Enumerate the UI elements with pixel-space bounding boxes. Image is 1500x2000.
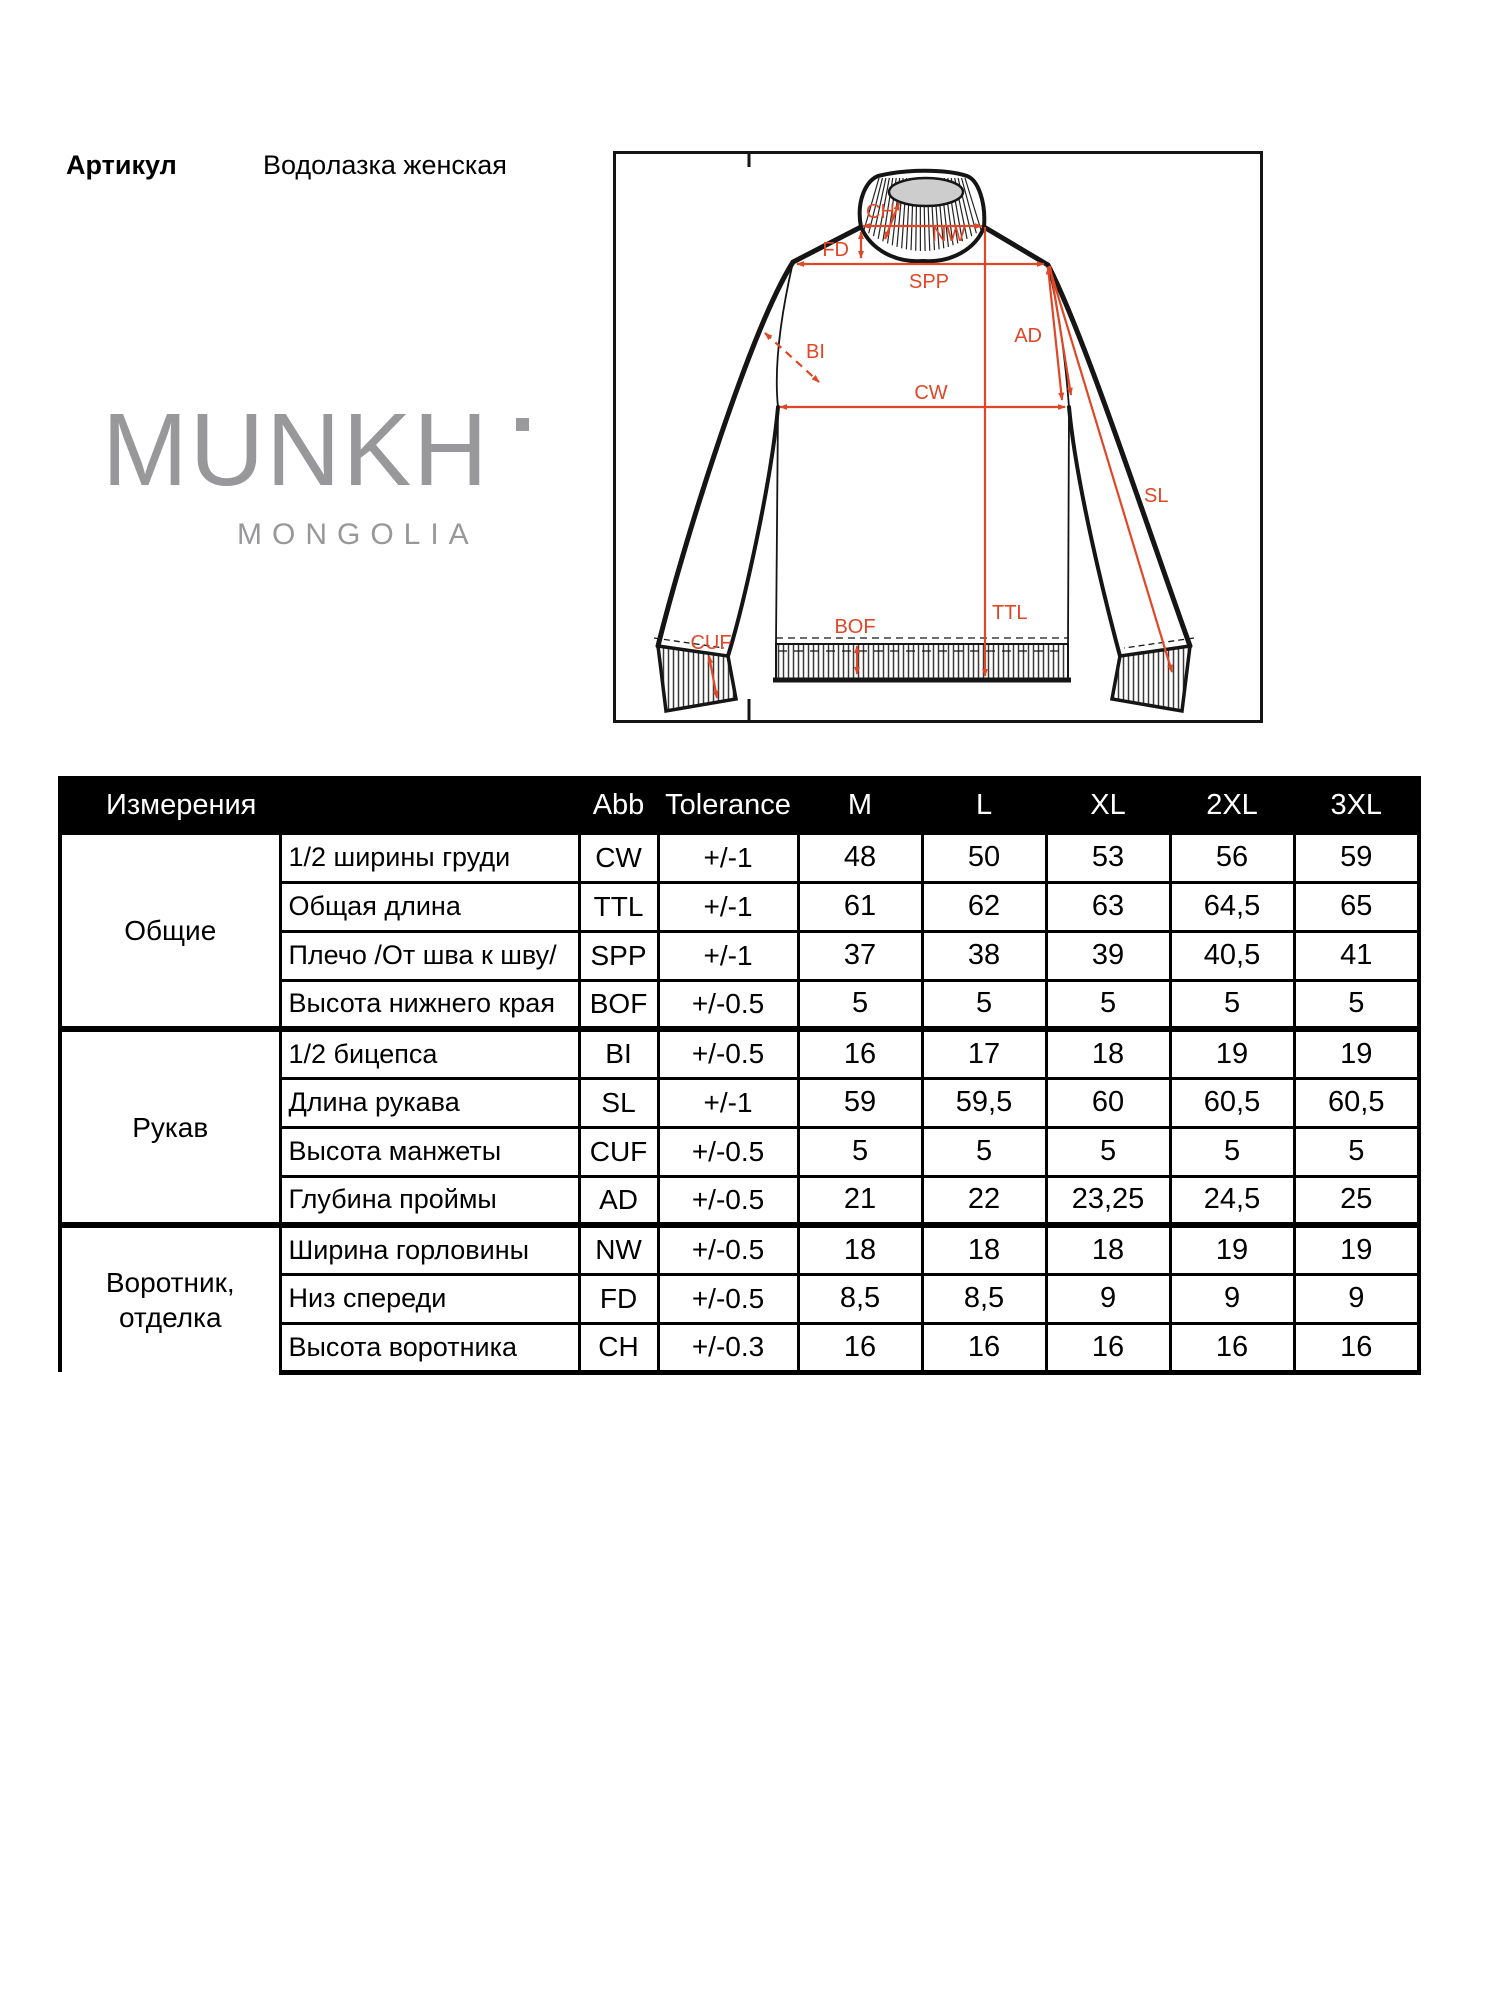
value-cell-3XL: 41 bbox=[1294, 931, 1419, 980]
value-cell-2XL: 24,5 bbox=[1170, 1176, 1294, 1225]
bof-label: BOF bbox=[834, 616, 876, 638]
value-cell-XL: 5 bbox=[1046, 1127, 1170, 1176]
abb-cell: FD bbox=[579, 1274, 658, 1323]
size-table-container bbox=[58, 776, 1421, 1375]
header-measurements: Измерения bbox=[60, 778, 579, 833]
value-cell-XL: 18 bbox=[1046, 1225, 1170, 1274]
group-cell: Рукав bbox=[60, 1029, 280, 1225]
header-size-XL: XL bbox=[1046, 778, 1170, 833]
measurement-label-cell: Высота нижнего края bbox=[280, 980, 579, 1029]
brand-logo-subtitle: MONGOLIA bbox=[237, 518, 479, 551]
value-cell-2XL: 5 bbox=[1170, 1127, 1294, 1176]
value-cell-3XL: 16 bbox=[1294, 1323, 1419, 1372]
abb-cell: BOF bbox=[579, 980, 658, 1029]
value-cell-XL: 18 bbox=[1046, 1029, 1170, 1078]
value-cell-M: 5 bbox=[798, 980, 922, 1029]
value-cell-L: 17 bbox=[922, 1029, 1046, 1078]
header-size-3XL: 3XL bbox=[1294, 778, 1419, 833]
measurement-label-cell: Высота воротника bbox=[280, 1323, 579, 1372]
value-cell-3XL: 59 bbox=[1294, 833, 1419, 882]
value-cell-XL: 39 bbox=[1046, 931, 1170, 980]
value-cell-L: 5 bbox=[922, 980, 1046, 1029]
size-table bbox=[58, 776, 1421, 1375]
left-sleeve-inner bbox=[728, 407, 778, 656]
right-sleeve-outer bbox=[984, 227, 1190, 646]
value-cell-XL: 16 bbox=[1046, 1323, 1170, 1372]
measurement-label-cell: 1/2 ширины груди bbox=[280, 833, 579, 882]
measurement-label-cell: Общая длина bbox=[280, 882, 579, 931]
value-cell-L: 38 bbox=[922, 931, 1046, 980]
abb-cell: SPP bbox=[579, 931, 658, 980]
table-row bbox=[60, 1029, 1419, 1078]
bi-label: BI bbox=[806, 341, 825, 363]
value-cell-2XL: 40,5 bbox=[1170, 931, 1294, 980]
measurement-label-cell: 1/2 бицепса bbox=[280, 1029, 579, 1078]
value-cell-XL: 9 bbox=[1046, 1274, 1170, 1323]
fd-label: FD bbox=[822, 239, 849, 261]
value-cell-XL: 53 bbox=[1046, 833, 1170, 882]
header-tolerance: Tolerance bbox=[658, 778, 798, 833]
left-cuff bbox=[658, 646, 736, 711]
measurement-label-cell: Высота манжеты bbox=[280, 1127, 579, 1176]
value-cell-2XL: 16 bbox=[1170, 1323, 1294, 1372]
value-cell-M: 61 bbox=[798, 882, 922, 931]
tolerance-cell: +/-1 bbox=[658, 931, 798, 980]
value-cell-L: 22 bbox=[922, 1176, 1046, 1225]
value-cell-M: 21 bbox=[798, 1176, 922, 1225]
value-cell-3XL: 5 bbox=[1294, 1127, 1419, 1176]
tolerance-cell: +/-0.5 bbox=[658, 1176, 798, 1225]
value-cell-3XL: 5 bbox=[1294, 980, 1419, 1029]
ch-label: CH bbox=[866, 201, 895, 223]
value-cell-2XL: 56 bbox=[1170, 833, 1294, 882]
value-cell-XL: 23,25 bbox=[1046, 1176, 1170, 1225]
table-row bbox=[60, 833, 1419, 882]
abb-cell: NW bbox=[579, 1225, 658, 1274]
tolerance-cell: +/-0.5 bbox=[658, 1274, 798, 1323]
value-cell-M: 59 bbox=[798, 1078, 922, 1127]
value-cell-XL: 5 bbox=[1046, 980, 1170, 1029]
value-cell-M: 8,5 bbox=[798, 1274, 922, 1323]
abb-cell: CW bbox=[579, 833, 658, 882]
value-cell-3XL: 60,5 bbox=[1294, 1078, 1419, 1127]
value-cell-2XL: 19 bbox=[1170, 1029, 1294, 1078]
abb-cell: BI bbox=[579, 1029, 658, 1078]
article-value: Водолазка женская bbox=[263, 150, 507, 180]
value-cell-3XL: 19 bbox=[1294, 1029, 1419, 1078]
header-size-L: L bbox=[922, 778, 1046, 833]
value-cell-2XL: 64,5 bbox=[1170, 882, 1294, 931]
value-cell-M: 16 bbox=[798, 1323, 922, 1372]
abb-cell: TTL bbox=[579, 882, 658, 931]
sweater-drawing bbox=[616, 154, 1260, 720]
value-cell-M: 5 bbox=[798, 1127, 922, 1176]
value-cell-3XL: 65 bbox=[1294, 882, 1419, 931]
value-cell-2XL: 19 bbox=[1170, 1225, 1294, 1274]
value-cell-L: 8,5 bbox=[922, 1274, 1046, 1323]
abb-cell: CUF bbox=[579, 1127, 658, 1176]
body-left-edge bbox=[776, 407, 778, 644]
value-cell-L: 18 bbox=[922, 1225, 1046, 1274]
cuf-label: CUF bbox=[690, 632, 732, 654]
value-cell-L: 16 bbox=[922, 1323, 1046, 1372]
sweater-diagram bbox=[613, 151, 1263, 723]
right-cuff bbox=[1112, 646, 1190, 711]
value-cell-M: 48 bbox=[798, 833, 922, 882]
left-sleeve-outer bbox=[658, 227, 861, 646]
value-cell-L: 62 bbox=[922, 882, 1046, 931]
tolerance-cell: +/-0.5 bbox=[658, 980, 798, 1029]
abb-cell: AD bbox=[579, 1176, 658, 1225]
ad-label: AD bbox=[1014, 325, 1042, 347]
value-cell-M: 18 bbox=[798, 1225, 922, 1274]
measurement-label-cell: Длина рукава bbox=[280, 1078, 579, 1127]
value-cell-3XL: 19 bbox=[1294, 1225, 1419, 1274]
tolerance-cell: +/-0.5 bbox=[658, 1225, 798, 1274]
header-size-2XL: 2XL bbox=[1170, 778, 1294, 833]
value-cell-M: 16 bbox=[798, 1029, 922, 1078]
tolerance-cell: +/-0.5 bbox=[658, 1029, 798, 1078]
collar-opening bbox=[889, 178, 963, 206]
measurement-label-cell: Глубина проймы bbox=[280, 1176, 579, 1225]
cw-label: CW bbox=[914, 382, 948, 404]
value-cell-3XL: 9 bbox=[1294, 1274, 1419, 1323]
value-cell-2XL: 5 bbox=[1170, 980, 1294, 1029]
abb-cell: SL bbox=[579, 1078, 658, 1127]
value-cell-3XL: 25 bbox=[1294, 1176, 1419, 1225]
header-size-M: M bbox=[798, 778, 922, 833]
value-cell-2XL: 60,5 bbox=[1170, 1078, 1294, 1127]
header-abb: Abb bbox=[579, 778, 658, 833]
value-cell-M: 37 bbox=[798, 931, 922, 980]
value-cell-XL: 60 bbox=[1046, 1078, 1170, 1127]
abb-cell: CH bbox=[579, 1323, 658, 1372]
table-row bbox=[60, 1225, 1419, 1274]
tolerance-cell: +/-1 bbox=[658, 882, 798, 931]
brand-logo: MUNKH bbox=[102, 392, 490, 507]
measurement-labels bbox=[690, 201, 1168, 654]
measurement-label-cell: Ширина горловины bbox=[280, 1225, 579, 1274]
tolerance-cell: +/-1 bbox=[658, 833, 798, 882]
nw-label: NW bbox=[932, 224, 966, 246]
header-row bbox=[60, 778, 1419, 833]
sweater-outline bbox=[654, 171, 1194, 711]
measurement-label-cell: Плечо /От шва к шву/ bbox=[280, 931, 579, 980]
scan-artifact-mark bbox=[516, 418, 529, 431]
measurement-label-cell: Низ спереди bbox=[280, 1274, 579, 1323]
tolerance-cell: +/-0.3 bbox=[658, 1323, 798, 1372]
value-cell-2XL: 9 bbox=[1170, 1274, 1294, 1323]
tolerance-cell: +/-0.5 bbox=[658, 1127, 798, 1176]
tolerance-cell: +/-1 bbox=[658, 1078, 798, 1127]
group-cell: Воротник, отделка bbox=[60, 1225, 280, 1372]
group-cell: Общие bbox=[60, 833, 280, 1029]
value-cell-L: 50 bbox=[922, 833, 1046, 882]
value-cell-L: 5 bbox=[922, 1127, 1046, 1176]
ttl-label: TTL bbox=[992, 602, 1028, 624]
value-cell-XL: 63 bbox=[1046, 882, 1170, 931]
right-sleeve-inner bbox=[1069, 407, 1120, 656]
article-label: Артикул bbox=[66, 150, 177, 180]
spp-label: SPP bbox=[908, 271, 950, 293]
hem-ribbing bbox=[776, 644, 1068, 680]
value-cell-L: 59,5 bbox=[922, 1078, 1046, 1127]
sl-label: SL bbox=[1144, 485, 1169, 507]
body-right-edge bbox=[1068, 407, 1069, 644]
